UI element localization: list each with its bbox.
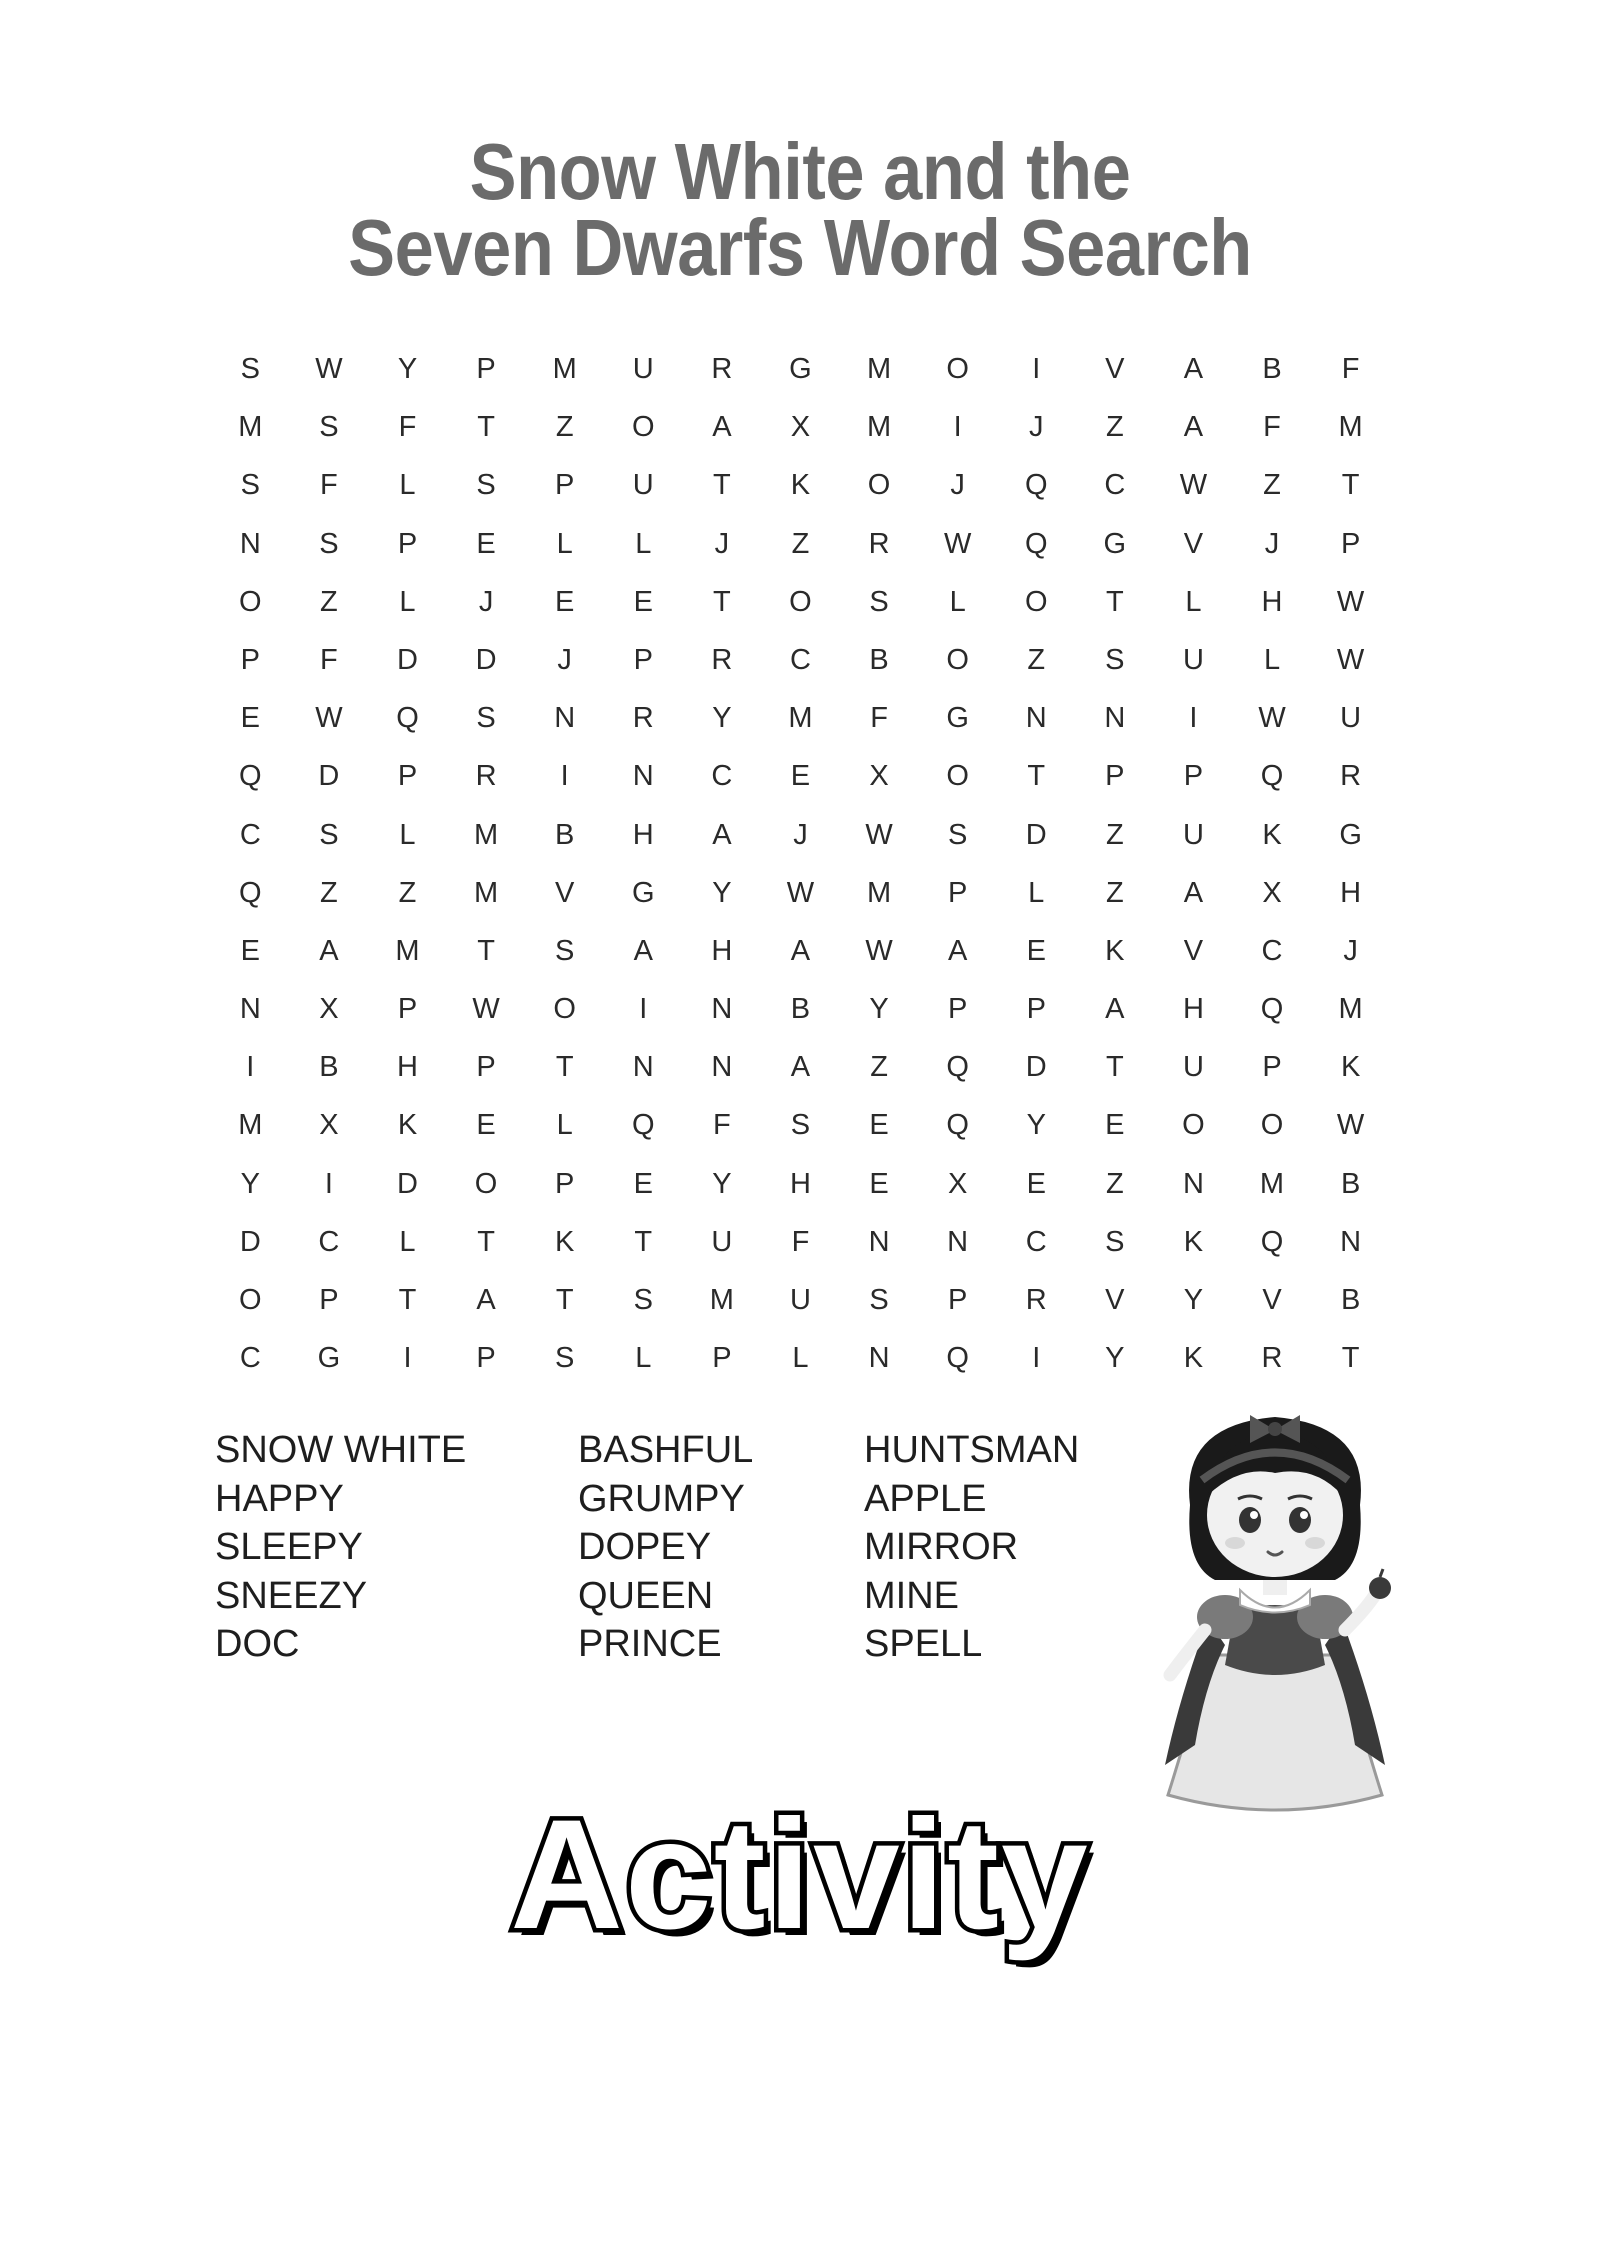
grid-letter: T xyxy=(398,1284,417,1316)
grid-letter: Q xyxy=(1260,1225,1284,1258)
word-list-item: SLEEPY xyxy=(215,1526,363,1568)
grid-letter: P xyxy=(633,643,653,676)
grid-letter: G xyxy=(1339,818,1362,851)
grid-letter: P xyxy=(1105,760,1125,793)
grid-letter: I xyxy=(1032,1342,1041,1375)
grid-letter: P xyxy=(1183,760,1204,793)
grid-letter: L xyxy=(399,585,416,618)
grid-letter: N xyxy=(239,993,261,1026)
grid-letter: P xyxy=(476,1342,496,1375)
grid-letter: U xyxy=(1182,818,1204,851)
grid-letter: N xyxy=(632,1051,654,1084)
grid-letter: R xyxy=(711,643,733,676)
grid-letter: Q xyxy=(396,702,419,735)
grid-letter: Q xyxy=(946,1051,969,1084)
word-list-item: DOPEY xyxy=(578,1526,712,1568)
grid-letter: A xyxy=(633,934,653,967)
grid-letter: N xyxy=(1182,1167,1204,1200)
grid-letter: S xyxy=(790,1109,811,1142)
grid-letter: T xyxy=(1027,760,1046,793)
grid-letter: P xyxy=(476,1051,496,1084)
princess-eye-right xyxy=(1289,1507,1311,1533)
grid-letter: Q xyxy=(1260,760,1284,793)
word-list-item: SNEEZY xyxy=(215,1574,368,1617)
grid-letter: O xyxy=(946,760,969,793)
grid-letter: H xyxy=(789,1167,811,1200)
grid-letter: H xyxy=(1261,585,1283,618)
grid-letter: P xyxy=(397,760,418,793)
word-list-item: SNOW WHITE xyxy=(215,1429,467,1471)
grid-letter: I xyxy=(639,993,648,1026)
grid-letter: A xyxy=(1183,353,1204,385)
grid-letter: D xyxy=(397,1167,418,1200)
grid-letter: U xyxy=(711,1225,733,1258)
grid-letter: M xyxy=(1259,1167,1285,1200)
grid-letter: G xyxy=(631,876,655,909)
grid-letter: E xyxy=(633,585,653,618)
grid-letter: M xyxy=(866,876,892,909)
grid-letter: L xyxy=(1185,585,1202,618)
grid-letter: Y xyxy=(1026,1109,1046,1142)
grid-letter: T xyxy=(1341,1342,1360,1375)
grid-letter: D xyxy=(397,643,418,676)
grid-letter: N xyxy=(1025,702,1047,735)
grid-letter: S xyxy=(869,585,889,618)
grid-letter: T xyxy=(713,585,731,618)
grid-letter: M xyxy=(552,353,577,385)
grid-letter: V xyxy=(1262,1284,1282,1316)
grid-letter: U xyxy=(632,353,654,385)
grid-letter: X xyxy=(319,1109,339,1142)
grid-letter: X xyxy=(790,411,811,444)
grid-letter: O xyxy=(553,993,576,1026)
grid-letter: P xyxy=(1026,993,1046,1026)
grid-letter: I xyxy=(1189,702,1198,735)
grid-letter: I xyxy=(324,1167,333,1200)
grid-letter: M xyxy=(788,702,813,735)
grid-letter: V xyxy=(1183,934,1204,967)
grid-letter: M xyxy=(709,1284,734,1316)
grid-letter: E xyxy=(633,1167,653,1200)
grid-letter: P xyxy=(555,1167,575,1200)
grid-letter: K xyxy=(1183,1225,1204,1258)
word-list-item: MIRROR xyxy=(864,1526,1019,1568)
grid-letter: A xyxy=(947,934,968,967)
grid-letter: T xyxy=(477,411,495,444)
grid-letter: W xyxy=(1179,469,1208,502)
grid-letter: O xyxy=(789,585,812,618)
grid-letter: T xyxy=(477,1225,495,1258)
grid-letter: T xyxy=(477,934,495,967)
grid-letter: G xyxy=(317,1342,341,1375)
word-list-item: DOC xyxy=(215,1623,300,1665)
word-list-item: GRUMPY xyxy=(578,1477,745,1520)
grid-letter: A xyxy=(790,1051,811,1084)
grid-letter: A xyxy=(1183,411,1204,444)
grid-letter: M xyxy=(238,1109,263,1142)
word-list-item: HUNTSMAN xyxy=(864,1429,1080,1471)
princess-eye-left xyxy=(1239,1507,1261,1533)
grid-letter: Y xyxy=(869,993,889,1026)
grid-letter: E xyxy=(869,1167,889,1200)
grid-letter: S xyxy=(633,1284,653,1316)
princess-illustration xyxy=(1150,1395,1400,1815)
grid-letter: C xyxy=(239,818,261,851)
grid-letter: E xyxy=(476,1109,496,1142)
grid-letter: Y xyxy=(240,1167,260,1200)
grid-letter: F xyxy=(1341,353,1360,385)
word-list-item: QUEEN xyxy=(578,1574,714,1617)
grid-letter: C xyxy=(318,1225,340,1258)
grid-letter: W xyxy=(315,353,343,385)
grid-letter: H xyxy=(397,1051,418,1084)
grid-letter: T xyxy=(1105,1051,1124,1084)
grid-letter: R xyxy=(1340,760,1362,793)
grid-letter: L xyxy=(635,527,652,560)
grid-letter: N xyxy=(868,1342,890,1375)
grid-letter: I xyxy=(1032,353,1041,385)
grid-letter: S xyxy=(1105,643,1125,676)
grid-letter: N xyxy=(1340,1225,1362,1258)
grid-letter: O xyxy=(239,585,262,618)
grid-letter: X xyxy=(869,760,889,793)
grid-letter: U xyxy=(1182,643,1204,676)
grid-letter: L xyxy=(556,527,573,560)
grid-letter: X xyxy=(319,993,339,1026)
grid-letter: K xyxy=(397,1109,418,1142)
grid-letter: P xyxy=(240,643,260,676)
grid-letter: P xyxy=(947,993,968,1026)
grid-letter: B xyxy=(869,643,889,676)
grid-letter: O xyxy=(239,1284,262,1316)
grid-letter: M xyxy=(473,818,499,851)
grid-letter: E xyxy=(1105,1109,1125,1142)
grid-letter: Y xyxy=(1105,1342,1125,1375)
grid-letter: H xyxy=(1340,876,1362,909)
grid-letter: Q xyxy=(239,760,262,793)
grid-letter: X xyxy=(1262,876,1282,909)
grid-letter: J xyxy=(950,469,965,502)
grid-letter: T xyxy=(1341,469,1360,502)
grid-letter: K xyxy=(1340,1051,1361,1084)
grid-letter: T xyxy=(634,1225,653,1258)
grid-letter: W xyxy=(943,527,972,560)
grid-letter: Z xyxy=(320,876,338,909)
grid-letter: N xyxy=(1104,702,1126,735)
grid-letter: B xyxy=(319,1051,339,1084)
grid-letter: K xyxy=(1183,1342,1204,1375)
grid-letter: C xyxy=(789,643,811,676)
grid-letter: W xyxy=(865,818,893,851)
grid-letter: F xyxy=(1263,411,1281,444)
grid-letter: C xyxy=(1025,1225,1047,1258)
grid-letter: Z xyxy=(1105,411,1124,444)
grid-letter: O xyxy=(1260,1109,1284,1142)
grid-letter: S xyxy=(869,1284,889,1316)
grid-letter: M xyxy=(1338,993,1363,1026)
grid-letter: P xyxy=(476,353,496,385)
grid-letter: H xyxy=(632,818,654,851)
grid-letter: H xyxy=(711,934,733,967)
grid-letter: W xyxy=(472,993,500,1026)
grid-letter: B xyxy=(1262,353,1282,385)
grid-letter: L xyxy=(399,818,416,851)
grid-letter: Y xyxy=(712,876,732,909)
grid-letter: W xyxy=(786,876,815,909)
grid-letter: E xyxy=(240,702,260,735)
grid-letter: T xyxy=(555,1284,574,1316)
grid-letter: Y xyxy=(712,702,732,735)
grid-letter: Y xyxy=(712,1167,732,1200)
grid-letter: N xyxy=(632,760,654,793)
grid-letter: D xyxy=(475,643,497,676)
grid-letter: S xyxy=(1105,1225,1125,1258)
grid-letter: Z xyxy=(1105,1167,1124,1200)
grid-letter: P xyxy=(397,527,418,560)
grid-letter: Q xyxy=(946,1109,969,1142)
grid-letter: G xyxy=(1103,527,1127,560)
grid-letter: P xyxy=(1340,527,1361,560)
grid-letter: Q xyxy=(631,1109,655,1142)
grid-letter: D xyxy=(318,760,340,793)
activity-label: Activity xyxy=(510,1788,1090,1962)
word-list-item: BASHFUL xyxy=(578,1429,754,1471)
grid-letter: M xyxy=(866,353,892,385)
grid-letter: H xyxy=(1182,993,1204,1026)
word-list-column-1 xyxy=(215,1426,466,1669)
grid-letter: R xyxy=(868,527,890,560)
word-list-item: PRINCE xyxy=(578,1623,722,1665)
grid-letter: M xyxy=(473,876,499,909)
grid-letter: O xyxy=(946,643,969,676)
grid-letter: B xyxy=(1340,1167,1361,1200)
grid-letter: A xyxy=(319,934,339,967)
page-title-line-2: Seven Dwarfs Word Search xyxy=(348,203,1252,292)
grid-letter: O xyxy=(867,469,891,502)
grid-letter: D xyxy=(239,1225,261,1258)
grid-letter: R xyxy=(1025,1284,1047,1316)
grid-letter: V xyxy=(555,876,575,909)
grid-letter: P xyxy=(947,1284,968,1316)
word-list-item: SPELL xyxy=(864,1623,983,1665)
grid-letter: N xyxy=(711,993,733,1026)
grid-letter: S xyxy=(555,1342,575,1375)
grid-letter: Z xyxy=(1263,469,1281,502)
grid-letter: L xyxy=(399,1225,416,1258)
word-list-item: APPLE xyxy=(864,1477,987,1520)
grid-letter: S xyxy=(319,818,339,851)
grid-letter: R xyxy=(1261,1342,1283,1375)
grid-letter: W xyxy=(1336,1109,1365,1142)
grid-letter: L xyxy=(792,1342,809,1375)
grid-letter: P xyxy=(947,876,968,909)
grid-letter: Z xyxy=(320,585,338,618)
grid-letter: S xyxy=(476,469,496,502)
grid-letter: J xyxy=(793,818,808,851)
grid-letter: E xyxy=(1026,1167,1046,1200)
grid-letter: O xyxy=(1182,1109,1205,1142)
grid-letter: X xyxy=(947,1167,968,1200)
grid-letter: S xyxy=(947,818,968,851)
grid-letter: W xyxy=(1336,585,1365,618)
grid-letter: A xyxy=(712,818,732,851)
grid-letter: Z xyxy=(1027,643,1046,676)
grid-letter: I xyxy=(403,1342,412,1375)
grid-letter: W xyxy=(1336,643,1365,676)
grid-letter: F xyxy=(791,1225,810,1258)
grid-letter: S xyxy=(240,353,260,385)
grid-letter: Q xyxy=(1024,469,1048,502)
grid-letter: S xyxy=(319,527,339,560)
grid-letter: I xyxy=(953,411,962,444)
grid-letter: W xyxy=(315,702,343,735)
grid-letter: E xyxy=(1026,934,1046,967)
word-list-column-3 xyxy=(864,1426,1079,1669)
letter-grid xyxy=(211,340,1391,1387)
grid-letter: J xyxy=(478,585,494,618)
grid-letter: N xyxy=(711,1051,733,1084)
grid-letter: C xyxy=(1261,934,1283,967)
word-list-item: HAPPY xyxy=(215,1477,344,1520)
grid-letter: J xyxy=(1028,411,1044,444)
grid-letter: G xyxy=(789,353,812,385)
grid-letter: L xyxy=(399,469,416,502)
grid-letter: Z xyxy=(870,1051,888,1084)
grid-letter: N xyxy=(947,1225,969,1258)
grid-letter: O xyxy=(631,411,655,444)
grid-letter: Z xyxy=(1105,876,1124,909)
grid-letter: E xyxy=(240,934,260,967)
grid-letter: W xyxy=(865,934,893,967)
grid-letter: S xyxy=(476,702,496,735)
grid-letter: J xyxy=(1264,527,1280,560)
grid-letter: A xyxy=(476,1284,496,1316)
grid-letter: P xyxy=(555,469,575,502)
grid-letter: L xyxy=(556,1109,573,1142)
grid-letter: I xyxy=(246,1051,255,1084)
grid-letter: M xyxy=(1338,411,1363,444)
grid-letter: V xyxy=(1105,1284,1125,1316)
grid-letter: P xyxy=(1262,1051,1282,1084)
grid-letter: P xyxy=(712,1342,732,1375)
grid-letter: D xyxy=(1025,818,1047,851)
grid-letter: N xyxy=(239,527,261,560)
grid-letter: K xyxy=(1105,934,1125,967)
grid-letter: M xyxy=(866,411,892,444)
grid-letter: L xyxy=(635,1342,652,1375)
grid-letter: S xyxy=(240,469,260,502)
grid-letter: Q xyxy=(1024,527,1048,560)
grid-letter: Z xyxy=(1105,818,1124,851)
grid-letter: I xyxy=(560,760,569,793)
grid-letter: Y xyxy=(397,353,418,385)
grid-letter: O xyxy=(474,1167,498,1200)
grid-letter: T xyxy=(555,1051,574,1084)
grid-letter: R xyxy=(632,702,654,735)
grid-letter: Q xyxy=(946,1342,969,1375)
grid-letter: A xyxy=(1183,876,1204,909)
grid-letter: Q xyxy=(239,876,262,909)
grid-letter: Z xyxy=(555,411,574,444)
grid-letter: B xyxy=(555,818,575,851)
grid-letter: U xyxy=(1340,702,1362,735)
grid-letter: J xyxy=(1343,934,1358,967)
grid-letter: Y xyxy=(1183,1284,1204,1316)
grid-letter: C xyxy=(239,1342,261,1375)
grid-letter: P xyxy=(397,993,418,1026)
grid-letter: E xyxy=(869,1109,889,1142)
page-title-line-1: Snow White and the xyxy=(469,127,1131,216)
grid-letter: M xyxy=(395,934,420,967)
grid-letter: J xyxy=(714,527,730,560)
grid-letter: A xyxy=(712,411,732,444)
grid-letter: B xyxy=(1340,1284,1361,1316)
grid-letter: T xyxy=(1105,585,1124,618)
grid-letter: F xyxy=(713,1109,731,1142)
grid-letter: L xyxy=(1263,643,1281,676)
grid-letter: F xyxy=(320,643,338,676)
grid-letter: G xyxy=(946,702,969,735)
grid-letter: O xyxy=(946,353,969,385)
grid-letter: B xyxy=(790,993,811,1026)
grid-letter: S xyxy=(319,411,339,444)
grid-letter: K xyxy=(790,469,811,502)
grid-letter: F xyxy=(870,702,888,735)
grid-letter: O xyxy=(1024,585,1048,618)
grid-letter: K xyxy=(555,1225,575,1258)
grid-letter: W xyxy=(1258,702,1286,735)
grid-letter: D xyxy=(1025,1051,1047,1084)
grid-letter: N xyxy=(868,1225,890,1258)
grid-letter: S xyxy=(555,934,575,967)
grid-letter: A xyxy=(1105,993,1125,1026)
grid-letter: R xyxy=(711,353,733,385)
word-list-column-2 xyxy=(578,1426,753,1669)
grid-letter: U xyxy=(632,469,654,502)
grid-letter: E xyxy=(790,760,811,793)
grid-letter: Z xyxy=(791,527,810,560)
grid-letter: E xyxy=(555,585,575,618)
grid-letter: C xyxy=(1104,469,1126,502)
grid-letter: F xyxy=(320,469,338,502)
apple-icon xyxy=(1369,1577,1391,1599)
word-list-item: MINE xyxy=(864,1574,959,1617)
grid-letter: Q xyxy=(1260,993,1284,1026)
grid-letter: C xyxy=(711,760,733,793)
grid-letter: F xyxy=(398,411,417,444)
grid-letter: U xyxy=(1182,1051,1204,1084)
grid-letter: N xyxy=(554,702,576,735)
grid-letter: L xyxy=(1028,876,1045,909)
grid-letter: R xyxy=(475,760,497,793)
grid-letter: A xyxy=(790,934,811,967)
grid-letter: M xyxy=(238,411,263,444)
grid-letter: P xyxy=(319,1284,339,1316)
grid-letter: L xyxy=(949,585,966,618)
grid-letter: T xyxy=(713,469,731,502)
grid-letter: E xyxy=(476,527,496,560)
grid-letter: Z xyxy=(398,876,417,909)
grid-letter: U xyxy=(789,1284,811,1316)
grid-letter: V xyxy=(1183,527,1204,560)
grid-letter: J xyxy=(557,643,572,676)
grid-letter: K xyxy=(1262,818,1282,851)
grid-letter: V xyxy=(1105,353,1125,385)
